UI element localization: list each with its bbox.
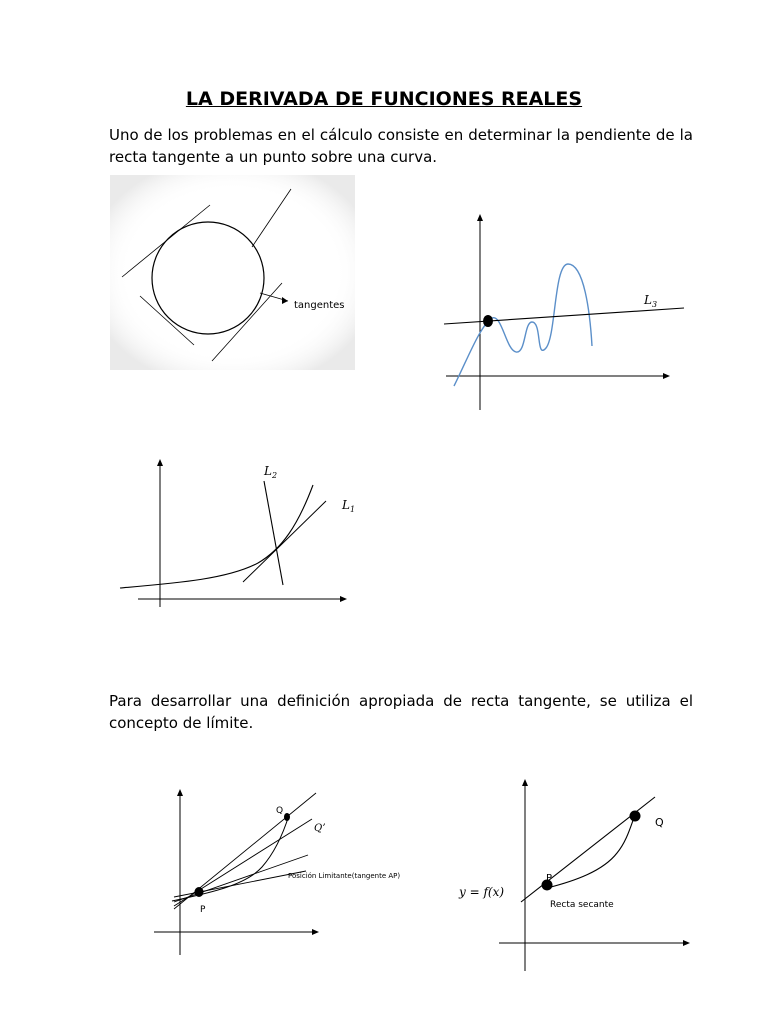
posicion-limitante-label: Posición Limitante(tangente AP) (288, 872, 401, 880)
l1-label: $L_1$ (342, 498, 356, 514)
q-label: Q (276, 806, 284, 816)
limit-paragraph: Para desarrollar una definición apropiada de recta tangente, se utiliza el concepto de límite. (109, 692, 693, 732)
exponential-curve (120, 485, 313, 588)
point-p (195, 887, 204, 897)
curve-l1-l2-figure (118, 455, 368, 615)
circle-tangents-figure (110, 175, 355, 370)
line-l1 (243, 501, 326, 582)
curve-l3-figure (440, 210, 690, 415)
tangentes-label: tangentes (294, 300, 345, 311)
wavy-curve (454, 264, 592, 386)
image-frame-shading (110, 175, 355, 370)
point-q (284, 813, 290, 821)
tangent-point (483, 315, 493, 327)
q-prime-label: Q’ (314, 823, 326, 834)
limit-tangent-figure (150, 785, 410, 960)
l2-label: $L_2$ (264, 464, 278, 480)
additional-line (174, 871, 306, 897)
y-axis-arrow-icon (477, 214, 483, 221)
line-l2 (264, 481, 283, 585)
p-label: P (546, 873, 553, 884)
recta-secante-label: Recta secante (550, 900, 614, 910)
x-axis-arrow-icon (312, 929, 319, 935)
function-label: y = f(x) (459, 885, 505, 899)
page-title: LA DERIVADA DE FUNCIONES REALES (185, 88, 583, 110)
x-axis-arrow-icon (340, 596, 347, 602)
p-label: P (200, 905, 206, 915)
q-label: Q (655, 816, 664, 829)
l3-label: $L_3$ (644, 293, 658, 309)
x-axis-arrow-icon (683, 940, 690, 946)
y-axis-arrow-icon (157, 459, 163, 466)
y-axis-arrow-icon (177, 789, 183, 796)
x-axis-arrow-icon (663, 373, 670, 379)
y-axis-arrow-icon (522, 779, 528, 786)
secant-figure (455, 775, 700, 975)
intro-paragraph: Uno de los problemas en el cálculo consiste en determinar la pendiente de la recta tangente a un punto sobre una curva. (109, 126, 693, 166)
point-q (630, 811, 641, 822)
curve (172, 815, 289, 901)
curve (547, 815, 635, 888)
